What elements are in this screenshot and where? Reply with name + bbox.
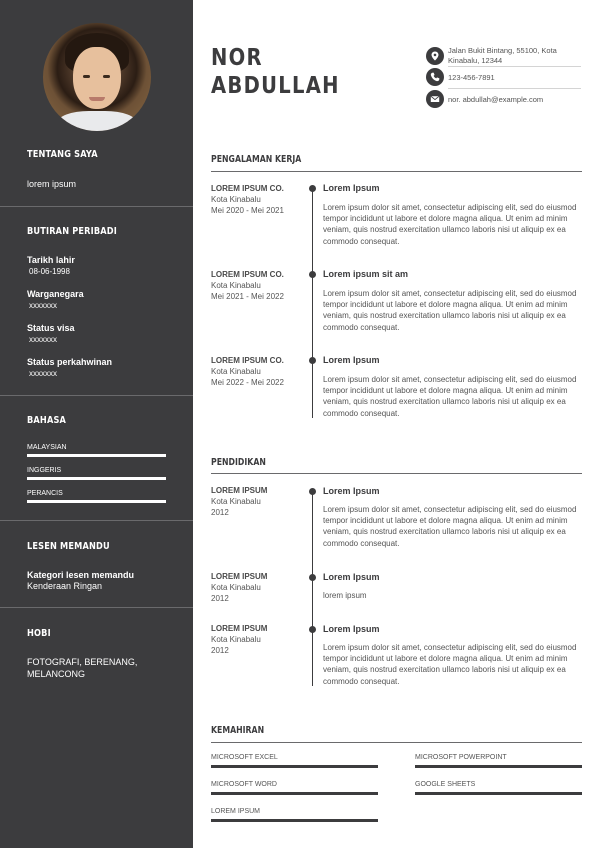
skill-name: GOOGLE SHEETS [415, 781, 476, 788]
education-title-item: Lorem Ipsum [323, 624, 380, 634]
languages-title: BAHASA [27, 415, 67, 426]
personal-value: xxxxxxx [29, 335, 57, 344]
education-year: 2012 [211, 646, 229, 655]
skill-level-bar [415, 765, 582, 768]
contact-address: Jalan Bukit Bintang, 55100, Kota Kinabalu, 12344 [448, 46, 557, 65]
sidebar-divider [0, 395, 193, 396]
hobbies-text: FOTOGRAFI, BERENANG, MELANCONG [27, 657, 138, 679]
skill-level-bar [211, 765, 378, 768]
experience-role: Lorem ipsum sit am [323, 269, 409, 279]
license-title: LESEN MEMANDU [27, 541, 110, 552]
experience-org: LOREM IPSUM CO. [211, 356, 284, 365]
full-name [211, 44, 340, 100]
skill-level-bar [211, 819, 378, 822]
skill-level-bar [211, 792, 378, 795]
skill-name: MICROSOFT EXCEL [211, 754, 278, 761]
personal-value: 08-06-1998 [29, 267, 70, 276]
timeline-dot [309, 488, 316, 495]
section-rule [211, 473, 582, 474]
timeline-dot [309, 574, 316, 581]
sidebar [0, 0, 193, 848]
education-city: Kota Kinabalu [211, 635, 261, 644]
language-level-bar [27, 477, 166, 480]
skill-name: LOREM IPSUM [211, 808, 261, 815]
education-desc: lorem ipsum [323, 591, 367, 600]
language-name: MALAYSIAN [27, 444, 67, 451]
language-level-bar [27, 454, 166, 457]
education-org: LOREM IPSUM [211, 624, 268, 633]
education-city: Kota Kinabalu [211, 497, 261, 506]
timeline-dot [309, 271, 316, 278]
sidebar-divider [0, 520, 193, 521]
education-title-item: Lorem Ipsum [323, 572, 380, 582]
experience-role: Lorem Ipsum [323, 355, 380, 365]
map-pin-icon [426, 47, 444, 65]
section-rule [211, 742, 582, 743]
experience-desc: Lorem ipsum dolor sit amet, consectetur adipiscing elit, sed do eiusmod tempor incididunt ut labore et dolore magna aliqua. Ut enim ad minim veniam, quis nostrud exercitation ullamco laboris nisi ut aliquip ex ea commodo consequat. [323, 289, 577, 332]
first-name: NOR [211, 45, 263, 71]
education-desc: Lorem ipsum dolor sit amet, consectetur adipiscing elit, sed do eiusmod tempor incididunt ut labore et dolore magna aliqua. Ut enim ad minim veniam, quis nostrud exercitation ullamco laboris nisi ut aliquip ex ea commodo consequat. [323, 643, 577, 686]
license-label: Kategori lesen memandu [27, 570, 135, 580]
skills-title: KEMAHIRAN [211, 725, 265, 736]
last-name: ABDULLAH [211, 73, 340, 99]
contact-phone: 123-456-7891 [448, 73, 495, 82]
phone-icon [426, 68, 444, 86]
skill-name: MICROSOFT POWERPOINT [415, 754, 507, 761]
experience-timeline [312, 188, 313, 418]
contact-email: nor. abdullah@example.com [448, 95, 544, 104]
education-org: LOREM IPSUM [211, 572, 268, 581]
section-rule [211, 171, 582, 172]
education-year: 2012 [211, 508, 229, 517]
about-title: TENTANG SAYA [27, 149, 98, 160]
experience-period: Mei 2020 - Mei 2021 [211, 206, 284, 215]
experience-period: Mei 2022 - Mei 2022 [211, 378, 284, 387]
education-city: Kota Kinabalu [211, 583, 261, 592]
experience-city: Kota Kinabalu [211, 367, 261, 376]
skill-level-bar [415, 792, 582, 795]
personal-title: BUTIRAN PERIBADI [27, 226, 117, 237]
personal-label: Status perkahwinan [27, 357, 113, 367]
personal-value: xxxxxxx [29, 301, 57, 310]
education-year: 2012 [211, 594, 229, 603]
personal-label: Warganegara [27, 289, 84, 299]
experience-org: LOREM IPSUM CO. [211, 270, 284, 279]
education-title: PENDIDIKAN [211, 457, 266, 468]
timeline-dot [309, 185, 316, 192]
about-text: lorem ipsum [27, 179, 77, 189]
contact-divider [448, 66, 581, 67]
personal-label: Tarikh lahir [27, 255, 75, 265]
license-value: Kenderaan Ringan [27, 581, 103, 591]
experience-desc: Lorem ipsum dolor sit amet, consectetur adipiscing elit, sed do eiusmod tempor incididunt ut labore et dolore magna aliqua. Ut enim ad minim veniam, quis nostrud exercitation ullamco laboris nisi ut aliquip ex ea commodo consequat. [323, 203, 577, 246]
education-timeline [312, 490, 313, 686]
sidebar-divider [0, 607, 193, 608]
hobbies-title: HOBI [27, 628, 51, 639]
experience-title: PENGALAMAN KERJA [211, 154, 302, 165]
experience-org: LOREM IPSUM CO. [211, 184, 284, 193]
language-name: PERANCIS [27, 490, 63, 497]
personal-label: Status visa [27, 323, 75, 333]
timeline-dot [309, 357, 316, 364]
envelope-icon [426, 90, 444, 108]
sidebar-divider [0, 206, 193, 207]
education-org: LOREM IPSUM [211, 486, 268, 495]
experience-role: Lorem Ipsum [323, 183, 380, 193]
education-desc: Lorem ipsum dolor sit amet, consectetur adipiscing elit, sed do eiusmod tempor incididunt ut labore et dolore magna aliqua. Ut enim ad minim veniam, quis nostrud exercitation ullamco laboris nisi ut aliquip ex ea commodo consequat. [323, 505, 577, 548]
personal-value: xxxxxxx [29, 369, 57, 378]
experience-city: Kota Kinabalu [211, 281, 261, 290]
profile-photo [43, 23, 151, 131]
contact-divider [448, 88, 581, 89]
experience-city: Kota Kinabalu [211, 195, 261, 204]
language-level-bar [27, 500, 166, 503]
experience-desc: Lorem ipsum dolor sit amet, consectetur adipiscing elit, sed do eiusmod tempor incididunt ut labore et dolore magna aliqua. Ut enim ad minim veniam, quis nostrud exercitation ullamco laboris nisi ut aliquip ex ea commodo consequat. [323, 375, 577, 418]
education-title-item: Lorem Ipsum [323, 486, 380, 496]
experience-period: Mei 2021 - Mei 2022 [211, 292, 284, 301]
skill-name: MICROSOFT WORD [211, 781, 277, 788]
timeline-dot [309, 626, 316, 633]
language-name: INGGERIS [27, 467, 62, 474]
